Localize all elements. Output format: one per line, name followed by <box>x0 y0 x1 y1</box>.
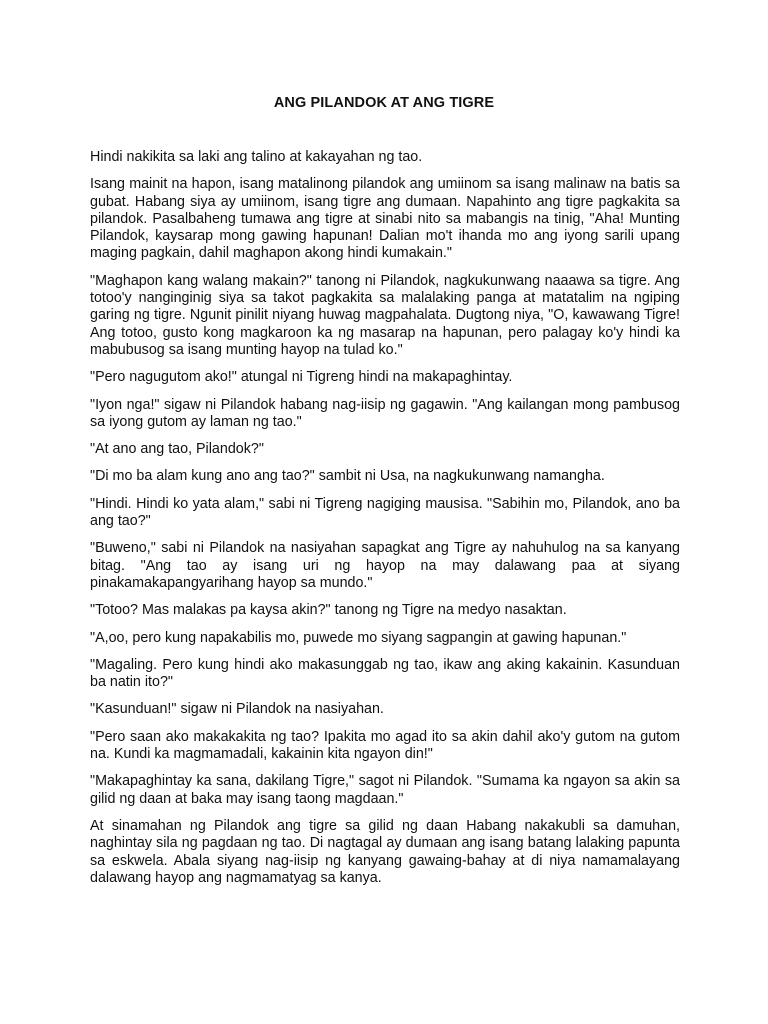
paragraph: "Pero saan ako makakakita ng tao? Ipakita mo agad ito sa akin dahil ako'y gutom na gutom na. Kundi ka magmamadali, kakainin kita ngayon din!" <box>90 728 680 763</box>
paragraph: "A,oo, pero kung napakabilis mo, puwede mo siyang sagpangin at gawing hapunan." <box>90 629 627 646</box>
document-body <box>90 149 680 897</box>
paragraph: "Di mo ba alam kung ano ang tao?" sambit ni Usa, na nagkukunwang namangha. <box>90 468 605 485</box>
paragraph: "Maghapon kang walang makain?" tanong ni Pilandok, nagkukunwang naaawa sa tigre. Ang totoo'y nanginginig siya sa takot pagkakita sa malalaking panga at matatalim na ngiping garing ng tigre. Ngunit pinilit niyang huwag magpahalata. Dugtong niya, "O, kawawang Tigre! Ang totoo, gusto kong magkaroon ka ng masarap na hapunan, pero palagay ko'y hindi ka mabubusog sa isang munting hayop na tulad ko." <box>90 272 680 358</box>
paragraph: At sinamahan ng Pilandok ang tigre sa gilid ng daan Habang nakakubli sa damuhan, naghintay sila ng pagdaan ng tao. Di nagtagal ay dumaan ang isang batang lalaking papunta sa eskwela. Abala siyang nag-iisip ng kanyang gawaing-bahay at di niya namamalayang dalawang hayop ang nagmamatyag sa kanya. <box>90 817 680 886</box>
paragraph: "Kasunduan!" sigaw ni Pilandok na nasiyahan. <box>90 701 384 718</box>
paragraph: "Buweno," sabi ni Pilandok na nasiyahan sapagkat ang Tigre ay nahuhulog na sa kanyang bitag. "Ang tao ay isang uri ng hayop na may dalawang paa at siyang pinakamakapangyarihang hayop sa mundo." <box>90 540 680 591</box>
paragraph: "At ano ang tao, Pilandok?" <box>90 441 264 458</box>
paragraph: "Makapaghintay ka sana, dakilang Tigre," sagot ni Pilandok. "Sumama ka ngayon sa akin sa gilid ng daan at baka may isang taong magdaan." <box>90 773 680 807</box>
paragraph: "Totoo? Mas malakas pa kaysa akin?" tanong ng Tigre na medyo nasaktan. <box>90 602 567 619</box>
paragraph: Isang mainit na hapon, isang matalinong pilandok ang umiinom sa isang malinaw na batis sa gubat. Habang siya ay umiinom, isang tigre ang dumaan. Napahinto ang tigre pagkakita sa pilandok. Pasalbaheng tumawa ang tigre at sinabi nito sa mabangis na tinig, "Aha! Munting Pilandok, kaysarap mong gawing hapunan! Dalian mo't ihanda mo ang iyong sarili upang maging pagkain, dahil maghapon akong hindi kumakain." <box>90 176 680 262</box>
paragraph: "Pero nagugutom ako!" atungal ni Tigreng hindi na makapaghintay. <box>90 369 513 386</box>
paragraph: Hindi nakikita sa laki ang talino at kakayahan ng tao. <box>90 149 423 165</box>
paragraph: "Hindi. Hindi ko yata alam," sabi ni Tigreng nagiging mausisa. "Sabihin mo, Pilandok, ano ba ang tao?" <box>90 495 680 530</box>
paragraph: "Magaling. Pero kung hindi ako makasunggab ng tao, ikaw ang aking kakainin. Kasunduan ba natin ito?" <box>90 656 680 691</box>
document-title: ANG PILANDOK AT ANG TIGRE <box>273 95 495 111</box>
paragraph: "Iyon nga!" sigaw ni Pilandok habang nag-iisip ng gagawin. "Ang kailangan mong pambusog sa iyong gutom ay laman ng tao." <box>90 396 680 430</box>
